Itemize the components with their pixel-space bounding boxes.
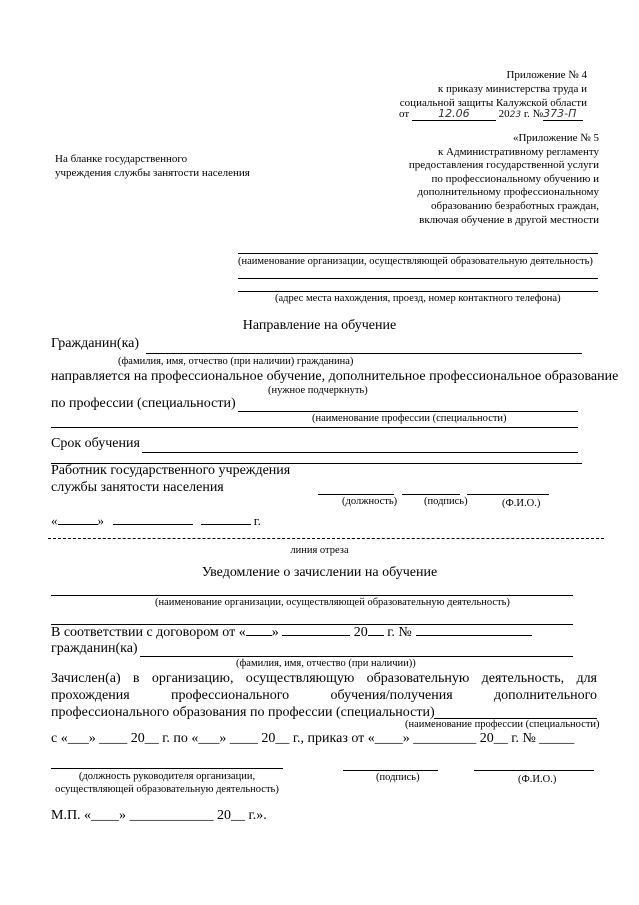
- referral-profession-field[interactable]: [238, 411, 578, 412]
- notice-period-row: с «___» ____ 20__ г. по «___» ____ 20__ г., приказ от «____» _________ 20__ г. № _____: [51, 731, 575, 746]
- referral-date-g: г.: [253, 513, 261, 528]
- notice-contract-year-label: 20: [353, 625, 368, 640]
- referral-underline-caption: (нужное подчеркнуть): [268, 385, 368, 396]
- referral-date-open: «: [51, 513, 58, 528]
- referral-citizen-caption: (фамилия, имя, отчество (при наличии) гражданина): [118, 356, 354, 367]
- notice-head-caption-line1: (должность руководителя организации,: [78, 771, 256, 782]
- referral-worker-label: [51, 462, 290, 496]
- appendix-4-line2: к приказу министерства труда и: [437, 83, 587, 95]
- notice-citizen-field[interactable]: [140, 656, 573, 657]
- org-name-caption: (наименование организации, осуществляющей образовательную деятельность): [238, 256, 593, 267]
- notice-org-caption: (наименование организации, осуществляющей образовательную деятельность): [155, 597, 510, 608]
- annex-5-line: образованию безработных граждан,: [430, 199, 599, 212]
- referral-fio-caption: (Ф.И.О.): [502, 498, 541, 509]
- referral-citizen-field[interactable]: [146, 353, 582, 354]
- referral-title: Направление на обучение: [242, 318, 397, 333]
- notice-profession-caption: (наименование профессии (специальности): [405, 719, 600, 730]
- referral-term-field[interactable]: [142, 452, 578, 453]
- referral-profession-line-2: [51, 427, 578, 428]
- notice-contract-g: г. №: [387, 625, 412, 640]
- notice-contract-close: »: [271, 625, 279, 640]
- appendix-date-value: 12.06: [438, 107, 470, 120]
- referral-position-field[interactable]: [318, 494, 394, 495]
- cut-line-caption: линия отреза: [290, 545, 349, 556]
- annex-5-block: [409, 132, 599, 227]
- notice-contract-label: В соответствии с договором от «: [51, 625, 246, 640]
- notice-enrolled-block: [51, 670, 597, 721]
- notice-fio-caption: (Ф.И.О.): [518, 774, 557, 785]
- referral-signature-caption: (подпись): [424, 496, 468, 507]
- annex-5-line: к Административному регламенту: [437, 145, 599, 158]
- referral-term-label: Срок обучения: [51, 436, 140, 451]
- appendix-date-field: [412, 107, 496, 121]
- referral-profession-label: по профессии (специальности): [51, 396, 236, 411]
- notice-contract-day-field[interactable]: [246, 635, 272, 636]
- referral-worker-line2: службы занятости населения: [51, 480, 224, 495]
- notice-signature-caption: (подпись): [376, 772, 420, 783]
- annex-5-line: включая обучение в другой местности: [419, 213, 599, 226]
- notice-citizen-label: гражданин(ка): [51, 641, 138, 656]
- notice-head-caption-line2: осуществляющей образовательную деятельность): [55, 784, 279, 795]
- referral-citizen-label: Гражданин(ка): [51, 336, 140, 351]
- notice-contract-year-field[interactable]: [368, 635, 384, 636]
- appendix-4-block: [400, 68, 587, 110]
- notice-stamp-date: М.П. «____» ____________ 20__ г.».: [51, 808, 267, 823]
- referral-directed-text: направляется на профессиональное обучение, дополнительное профессиональное образование: [51, 369, 619, 384]
- notice-org-field[interactable]: [51, 595, 573, 596]
- notice-title: Уведомление о зачислении на обучение: [201, 565, 438, 580]
- letterhead-note: [55, 153, 250, 180]
- notice-head-fio-field[interactable]: [474, 770, 594, 771]
- appendix-number-value: 373-П: [543, 107, 583, 121]
- annex-5-line: по профессиональному обучению и: [431, 172, 599, 185]
- notice-enrolled-line3: профессионального образования по профессии (специальности): [51, 705, 435, 720]
- appendix-date-year: 20: [498, 108, 510, 120]
- appendix-date-from: от: [399, 108, 410, 120]
- appendix-4-line3: социальной защиты Калужской области: [399, 97, 587, 109]
- notice-head-position-field[interactable]: [51, 768, 283, 769]
- referral-position-caption: (должность): [342, 496, 398, 507]
- org-address-line-2: [238, 291, 598, 292]
- referral-worker-line1: Работник государственного учреждения: [51, 463, 291, 478]
- referral-date-year-field[interactable]: [201, 524, 251, 525]
- referral-signature-field[interactable]: [402, 494, 460, 495]
- notice-head-signature-field[interactable]: [343, 770, 438, 771]
- referral-fio-field[interactable]: [467, 494, 549, 495]
- annex-5-line: «Приложение № 5: [512, 132, 599, 144]
- referral-date-close: »: [97, 513, 104, 528]
- notice-enrolled-line1: Зачислен(а) в организацию, осуществляющую образовательную деятельность, для: [51, 671, 597, 686]
- notice-head-caption: [51, 770, 283, 796]
- referral-profession-caption: (наименование профессии (специальности): [312, 413, 507, 424]
- annex-5-line: дополнительному профессиональному: [417, 186, 599, 199]
- appendix-number-label: г. №: [523, 108, 544, 120]
- letterhead-note-line2: учреждения службы занятости населения: [55, 166, 250, 179]
- org-address-caption: (адрес места нахождения, проезд, номер контактного телефона): [275, 293, 561, 304]
- cut-line: [48, 538, 604, 539]
- org-address-line-1: [238, 278, 598, 279]
- appendix-4-line1: Приложение № 4: [506, 69, 587, 81]
- appendix-date-year-hand: 23: [509, 110, 522, 120]
- appendix-4-date-row: [399, 107, 583, 121]
- referral-date-month-field[interactable]: [113, 524, 193, 525]
- notice-contract-month-field[interactable]: [282, 635, 350, 636]
- annex-5-line: предоставления государственной услуги: [408, 159, 599, 172]
- notice-contract-row: [51, 625, 532, 641]
- notice-contract-number-field[interactable]: [416, 635, 532, 636]
- referral-date-day-field[interactable]: [58, 524, 98, 525]
- notice-enrolled-line2: прохождения профессионального обучения/получения дополнительного: [51, 688, 597, 703]
- org-name-line: [238, 253, 598, 254]
- letterhead-note-line1: На бланке государственного: [55, 153, 188, 165]
- notice-citizen-caption: (фамилия, имя, отчество (при наличии)): [236, 658, 416, 669]
- referral-date-row: [51, 513, 261, 529]
